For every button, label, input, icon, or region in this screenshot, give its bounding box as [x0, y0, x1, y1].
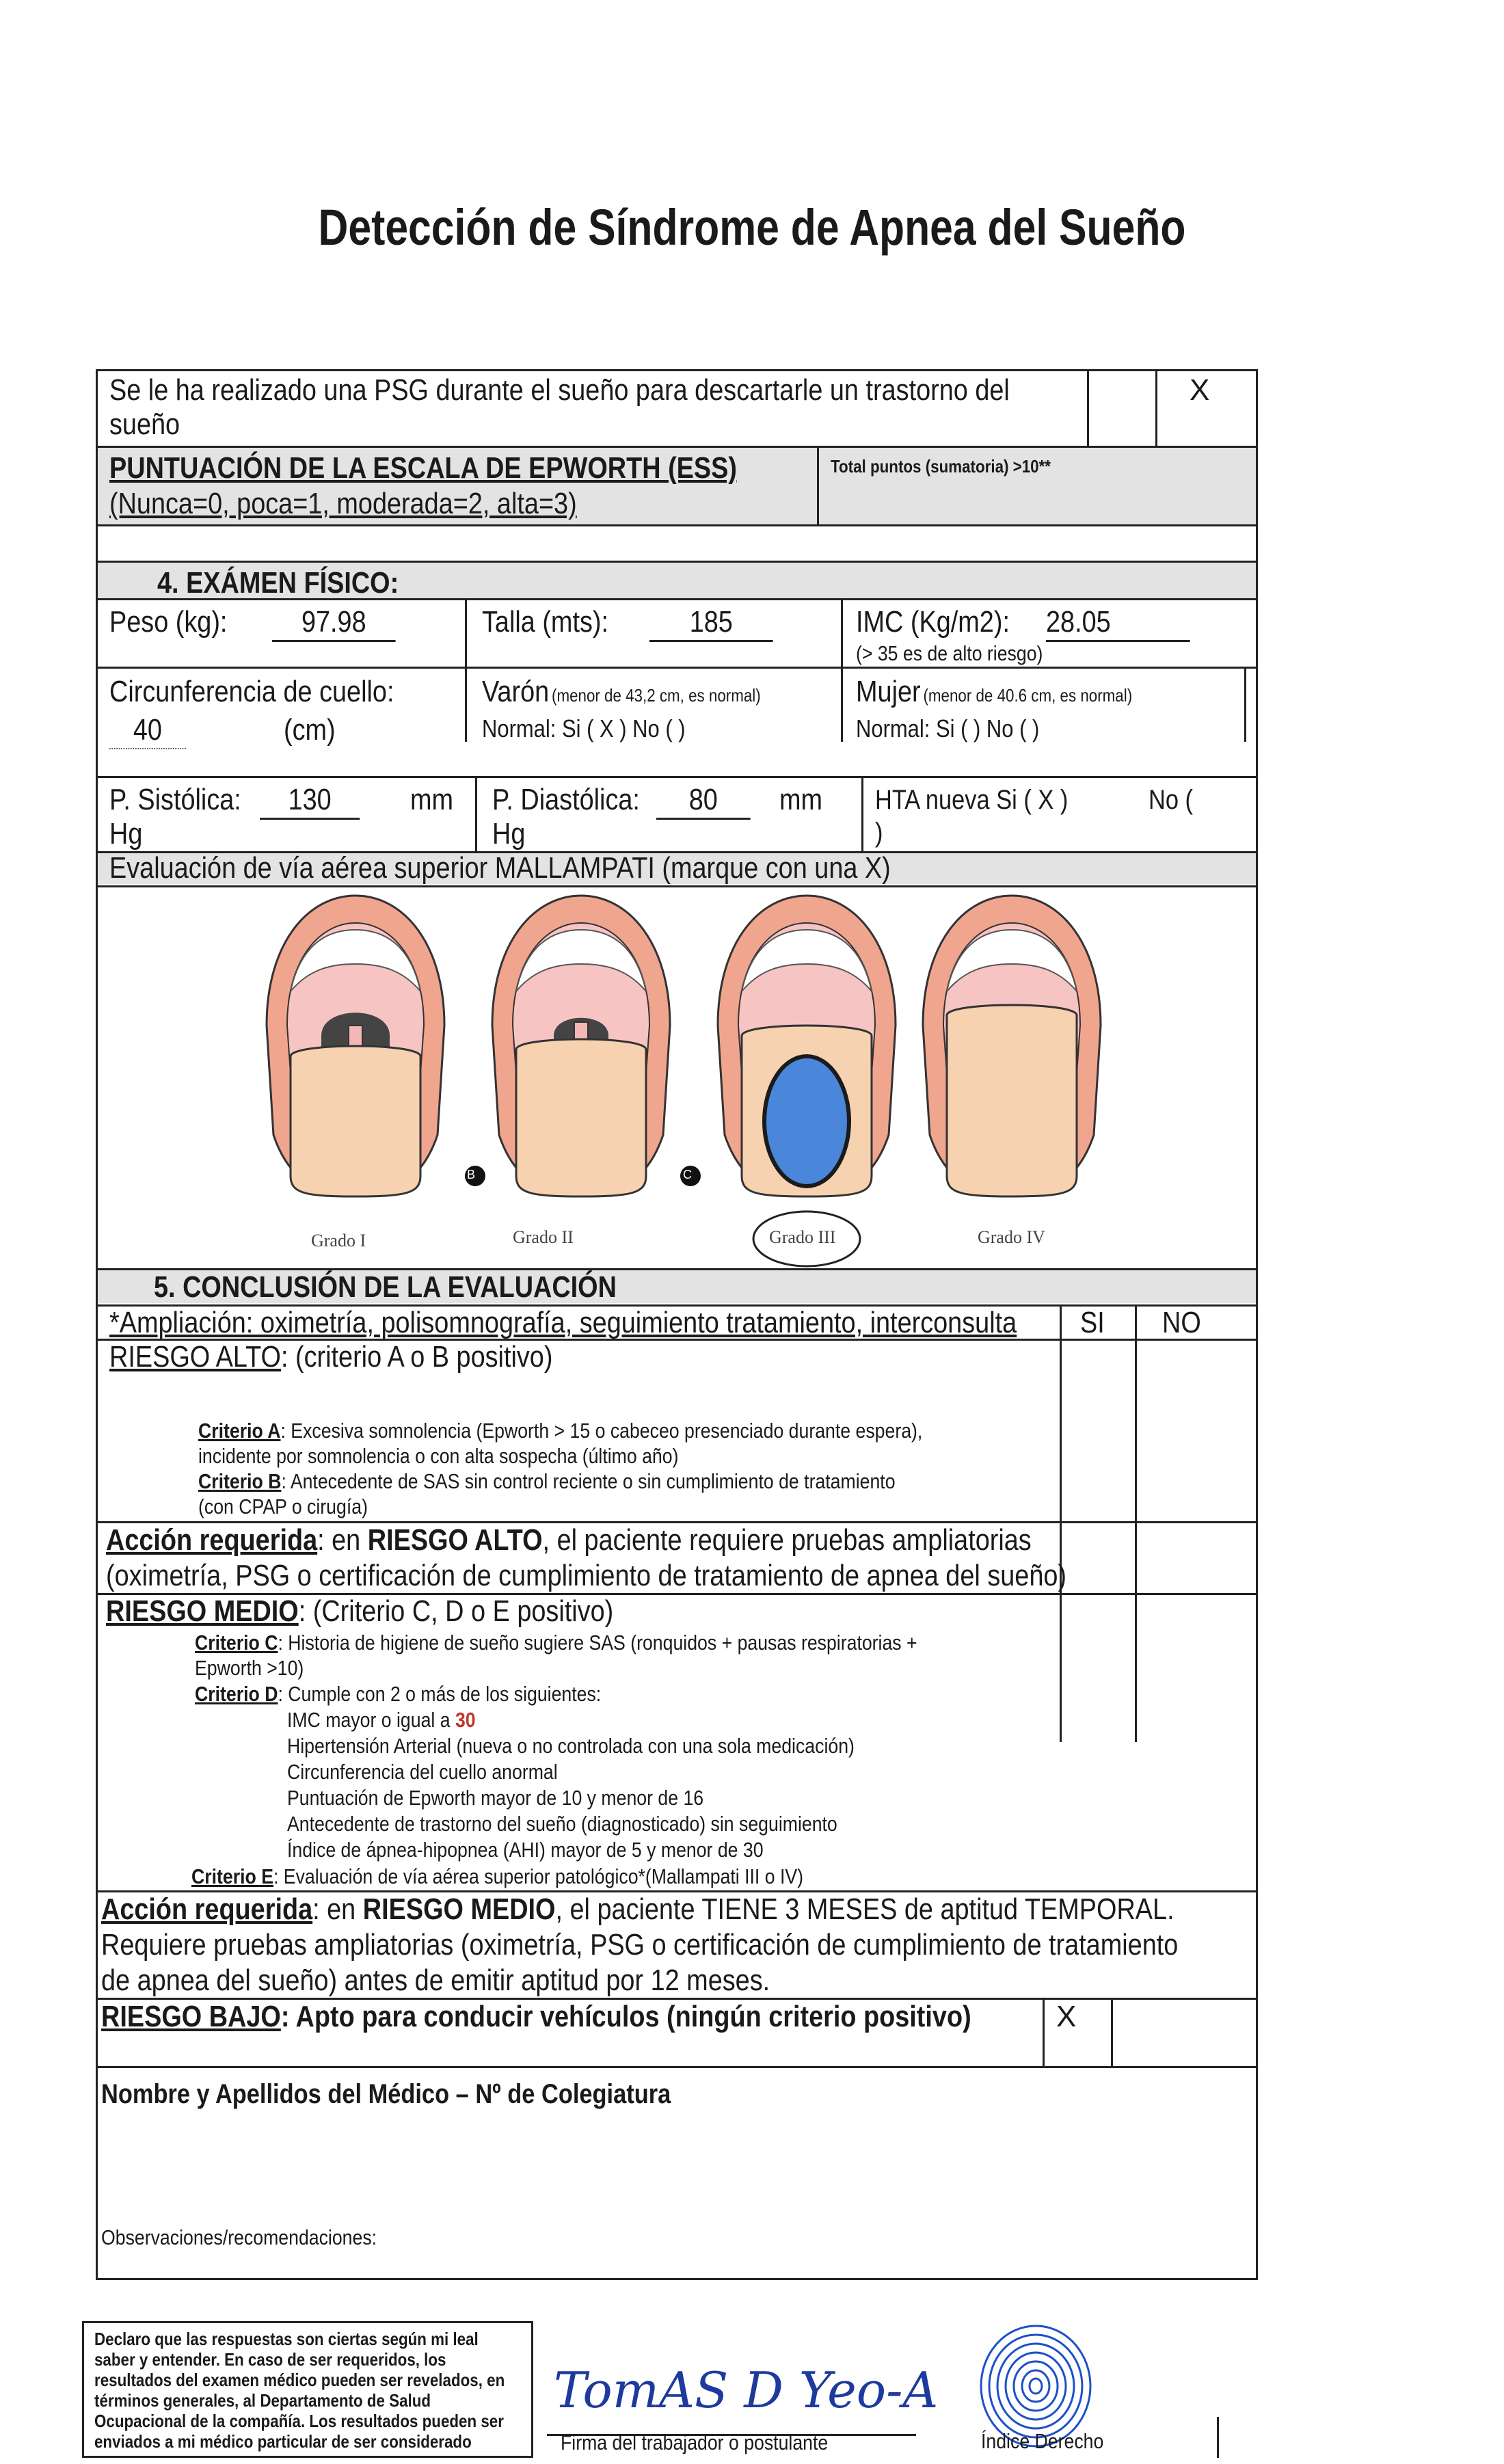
diastolica-unit: mm — [779, 783, 823, 816]
varon-label-group — [482, 675, 761, 710]
declaracion-line-4: términos generales, al Departamento de Salud — [94, 2390, 431, 2411]
talla-label: Talla (mts): — [482, 605, 609, 639]
criterio-e-text: : Evaluación de vía aérea superior patológico*(Mallampati III o IV) — [273, 1864, 804, 1888]
riesgo-bajo-label: RIESGO BAJO — [101, 2000, 281, 2033]
imc-note: (> 35 es de alto riesgo) — [856, 641, 1043, 665]
riesgo-alto-row — [109, 1340, 552, 1375]
marker-c-label: C — [683, 1168, 692, 1181]
accion-medio-line2: Requiere pruebas ampliatorias (oximetría, PSG o certificación de cumplimiento de tratamiento — [101, 1928, 1179, 1961]
sistolica-unit: mm — [410, 783, 454, 816]
ampliacion-text — [109, 1306, 1017, 1341]
criterio-d-label: Criterio D — [195, 1682, 278, 1706]
form — [96, 369, 1258, 2307]
exam-divider-2 — [841, 598, 843, 667]
sistolica-label: P. Sistólica: — [109, 783, 241, 816]
psg-mark[interactable]: X — [1190, 373, 1210, 407]
grade-3-label: Grado III — [769, 1227, 836, 1247]
criterio-a-text: : Excesiva somnolencia (Epworth > 15 o cabeceo presenciado durante espera), — [280, 1419, 923, 1443]
diastolica-value[interactable]: 80 — [656, 783, 751, 820]
declaracion-line-3: resultados del examen médico pueden ser revelados, en — [94, 2370, 505, 2390]
marker-b-label: B — [467, 1168, 476, 1181]
criterio-d-item-6: Índice de ápnea-hipopnea (AHI) mayor de 5 y menor de 30 — [287, 1838, 764, 1862]
mujer-normal[interactable]: Normal: Si ( ) No ( ) — [856, 714, 1040, 742]
criterio-d-item-2: Hipertensión Arterial (nueva o no controlada con una sola medicación) — [287, 1734, 855, 1758]
accion-alto-label: Acción requerida — [106, 1523, 318, 1557]
hta-no[interactable]: No ( — [1149, 785, 1193, 815]
bajo-divider-2 — [1111, 1998, 1113, 2066]
criterio-d-item-1-text: IMC mayor o igual a — [287, 1708, 455, 1732]
page-title: Detección de Síndrome de Apnea del Sueño — [318, 199, 1186, 256]
criterio-c-label: Criterio C — [195, 1631, 278, 1655]
exam-divider — [465, 598, 467, 667]
exam-divider — [465, 667, 467, 742]
bajo-divider — [1043, 1998, 1045, 2066]
hta-text[interactable]: HTA nueva Si ( X ) — [875, 785, 1069, 815]
criterio-b-label: Criterio B — [198, 1469, 282, 1493]
si-divider — [1060, 1304, 1062, 1742]
accion-medio-line1 — [101, 1892, 1174, 1927]
diastolica-hg: Hg — [492, 817, 526, 851]
mallampati-illustrations — [96, 889, 1258, 1272]
sistolica-hg: Hg — [109, 817, 143, 851]
footer — [82, 2321, 1217, 2458]
accion-medio-mid: : en — [312, 1892, 363, 1926]
mallampati-heading: Evaluación de vía aérea superior MALLAMPATI (marque con una X) — [109, 851, 891, 885]
accion-alto-mid: : en — [317, 1523, 368, 1557]
declaracion-line-1: Declaro que las respuestas son ciertas según mi leal — [94, 2329, 479, 2349]
sistolica-value[interactable]: 130 — [260, 783, 360, 820]
criterio-b-line2: (con CPAP o cirugía) — [198, 1495, 368, 1518]
criterio-d-item-4: Puntuación de Epworth mayor de 10 y menor de 16 — [287, 1786, 704, 1810]
imc-label: IMC (Kg/m2): — [856, 605, 1010, 639]
psg-question-line2: sueño — [109, 407, 180, 441]
hta-close: ) — [875, 818, 883, 848]
criterio-d-text: : Cumple con 2 o más de los siguientes: — [278, 1682, 602, 1706]
epworth-heading: PUNTUACIÓN DE LA ESCALA DE EPWORTH (ESS) — [109, 451, 737, 485]
row-line — [96, 667, 1258, 669]
psg-question-line1: Se le ha realizado una PSG durante el sueño para descartarle un trastorno del — [109, 373, 1010, 407]
accion-medio-line3: de apnea del sueño) antes de emitir aptitud por 12 meses. — [101, 1964, 770, 1997]
mujer-label-group — [856, 675, 1132, 710]
riesgo-alto-rest: : (criterio A o B positivo) — [280, 1340, 553, 1374]
conclusion-heading: 5. CONCLUSIÓN DE LA EVALUACIÓN — [154, 1270, 617, 1304]
declaracion-line-6: enviados a mi médico particular de ser considerado — [94, 2431, 472, 2452]
accion-medio-rest: , el paciente TIENE 3 MESES de aptitud TEMPORAL. — [555, 1892, 1174, 1926]
exam-divider-2 — [841, 667, 843, 742]
grade-4-label: Grado IV — [978, 1227, 1045, 1247]
si-header: SI — [1080, 1306, 1105, 1339]
accion-alto-line2: (oximetría, PSG o certificación de cumplimiento de tratamiento de apnea del sueño) — [106, 1559, 1067, 1592]
footer-right-line — [1217, 2417, 1219, 2458]
mujer-note: (menor de 40.6 cm, es normal) — [923, 685, 1133, 706]
riesgo-medio-row — [106, 1594, 613, 1629]
varon-normal[interactable]: Normal: Si ( X ) No ( ) — [482, 714, 686, 742]
epworth-scale: (Nunca=0, poca=1, moderada=2, alta=3) — [109, 487, 577, 520]
exam-heading: 4. EXÁMEN FÍSICO: — [157, 566, 399, 600]
riesgo-medio-label: RIESGO MEDIO — [106, 1594, 299, 1628]
accion-medio-label: Acción requerida — [101, 1892, 313, 1926]
criterio-a-line2: incidente por somnolencia o con alta sospecha (último año) — [198, 1444, 679, 1468]
criterio-a-label: Criterio A — [198, 1419, 281, 1443]
medico-label: Nombre y Apellidos del Médico – Nº de Colegiatura — [101, 2079, 671, 2109]
criterio-c-text: : Historia de higiene de sueño sugiere SAS (ronquidos + pausas respiratorias + — [278, 1631, 917, 1655]
criterio-e-label: Criterio E — [191, 1864, 273, 1888]
signature: TomAS D Yeo-A — [554, 2361, 939, 2419]
criterio-d-line — [195, 1682, 601, 1706]
accion-alto-line1 — [106, 1523, 1032, 1558]
criterio-d-item-3: Circunferencia del cuello anormal — [287, 1760, 558, 1784]
riesgo-bajo-rest: : Apto para conducir vehículos (ningún criterio positivo) — [280, 2000, 971, 2033]
row-line — [96, 885, 1258, 887]
criterio-b-line1 — [198, 1469, 896, 1494]
observaciones-label[interactable]: Observaciones/recomendaciones: — [101, 2225, 377, 2249]
exam-right-line — [1244, 667, 1246, 742]
criterio-a-line1 — [198, 1419, 922, 1443]
peso-value[interactable]: 97.98 — [272, 605, 396, 642]
grade-3-selection-mark — [764, 1056, 849, 1186]
mallampati-grade-1-image[interactable] — [267, 896, 444, 1196]
riesgo-bajo-mark[interactable]: X — [1056, 2000, 1077, 2033]
psg-divider-2 — [1155, 369, 1157, 446]
imc-threshold: 30 — [455, 1708, 476, 1732]
row-line — [96, 2066, 1258, 2068]
peso-label: Peso (kg): — [109, 605, 228, 639]
ampliacion-label: *Ampliación: oximetría, polisomnografía, seguimiento tratamiento, interconsulta — [109, 1306, 1017, 1339]
pa-divider — [475, 776, 477, 851]
riesgo-bajo-row — [101, 2000, 971, 2035]
row-line — [96, 524, 1258, 526]
accion-alto-rest: , el paciente requiere pruebas ampliatorias — [542, 1523, 1032, 1557]
no-divider — [1135, 1304, 1137, 1742]
riesgo-alto-label: RIESGO ALTO — [109, 1340, 281, 1374]
mallampati-grade-4-image[interactable] — [923, 896, 1101, 1196]
mallampati-grade-3-image[interactable] — [718, 896, 896, 1196]
criterio-c-line2: Epworth >10) — [195, 1656, 304, 1680]
psg-divider — [1087, 369, 1089, 446]
firma-label: Firma del trabajador o postulante — [561, 2430, 829, 2454]
pa-divider-2 — [861, 776, 863, 851]
varon-label: Varón — [482, 675, 550, 708]
epworth-total-label[interactable]: Total puntos (sumatoria) >10** — [831, 456, 1051, 477]
epworth-divider — [817, 446, 819, 524]
criterio-e-line — [191, 1864, 803, 1889]
cuello-unit: (cm) — [284, 713, 336, 747]
mallampati-grade-2-image[interactable] — [492, 896, 670, 1196]
imc-value[interactable]: 28.05 — [1046, 605, 1190, 642]
talla-value[interactable]: 185 — [649, 605, 773, 642]
declaracion-line-5: Ocupacional de la compañía. Los resultados pueden ser — [94, 2411, 504, 2431]
no-header: NO — [1162, 1306, 1201, 1339]
cuello-label: Circunferencia de cuello: — [109, 675, 394, 708]
huella-label: Índice Derecho — [981, 2429, 1104, 2453]
grade-1-label: Grado I — [311, 1231, 366, 1250]
declaracion-line-2: saber y entender. En caso de ser requeridos, los — [94, 2349, 446, 2370]
riesgo-medio-rest: : (Criterio C, D o E positivo) — [298, 1594, 614, 1628]
accion-medio-bold: RIESGO MEDIO — [362, 1892, 556, 1926]
criterio-b-text: : Antecedente de SAS sin control reciente o sin cumplimiento de tratamiento — [281, 1469, 896, 1493]
varon-note: (menor de 43,2 cm, es normal) — [552, 685, 761, 706]
criterio-d-item-1 — [287, 1708, 476, 1732]
criterio-d-item-5: Antecedente de trastorno del sueño (diagnosticado) sin seguimiento — [287, 1812, 837, 1836]
criterio-c-line1 — [195, 1631, 917, 1655]
mujer-label: Mujer — [856, 675, 921, 708]
cuello-value[interactable]: 40 — [109, 713, 186, 749]
accion-alto-bold: RIESGO ALTO — [367, 1523, 543, 1557]
row-line — [96, 598, 1258, 600]
diastolica-label: P. Diastólica: — [492, 783, 640, 816]
grade-2-label: Grado II — [513, 1227, 574, 1247]
row-line — [96, 776, 1258, 778]
